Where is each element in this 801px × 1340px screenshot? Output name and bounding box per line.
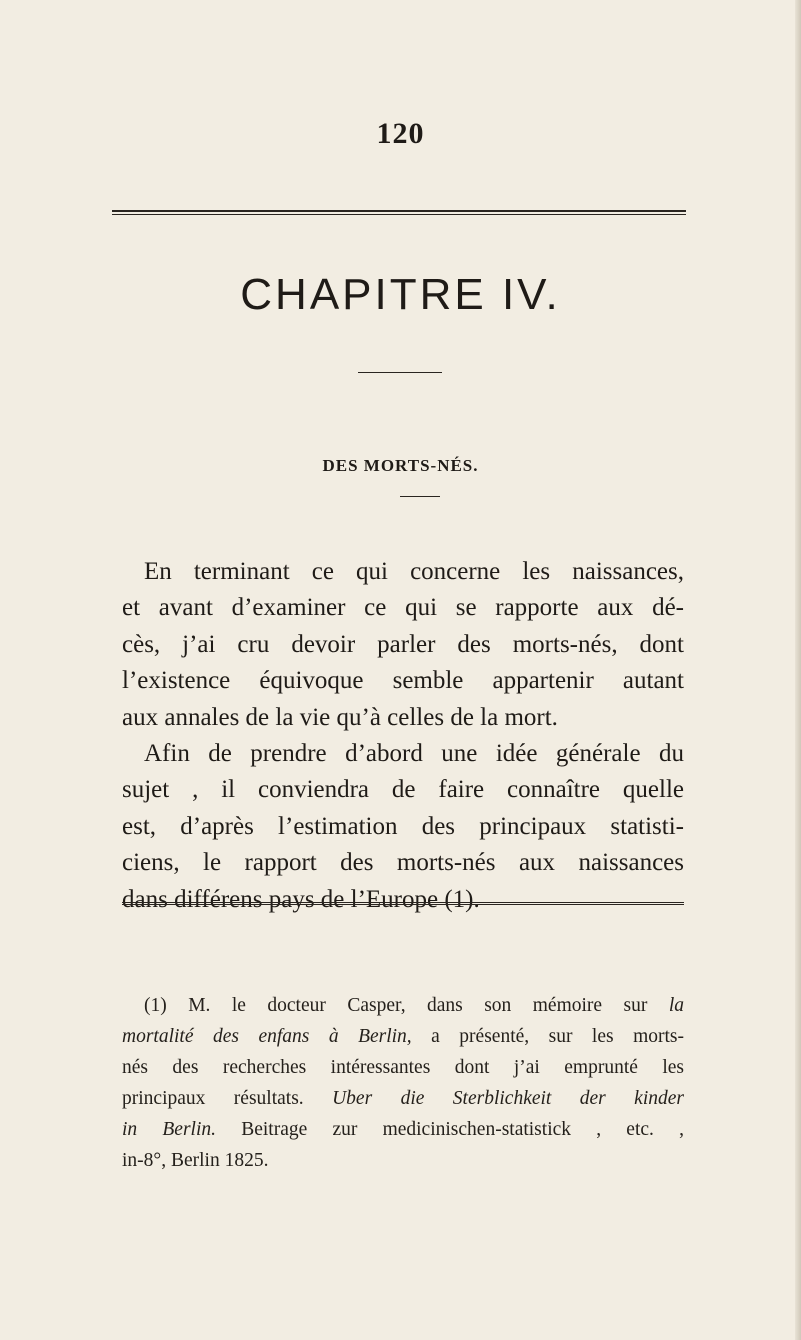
page-number: 120 <box>376 117 425 150</box>
footnote-rule <box>122 902 684 905</box>
footnote-italic-text: mortalité des enfans à Berlin, <box>122 1026 412 1047</box>
body-line: aux annales de la vie qu’à celles de la mort. <box>122 703 558 731</box>
footnote-line: in-8°, Berlin 1825. <box>122 1150 269 1171</box>
footnote-text: (1) M. le docteur Casper, dans son mémoire sur <box>144 995 669 1016</box>
body-line: Afin de prendre d’abord une idée générale du <box>144 740 684 768</box>
footnote-line: nés des recherches intéressantes dont j’ai emprunté les <box>122 1057 684 1078</box>
body-line: ciens, le rapport des morts-nés aux naissances <box>122 849 684 877</box>
footnote <box>122 990 684 1176</box>
footnote-text: Beitrage zur medicinischen-statistick , etc. , <box>216 1119 684 1140</box>
chapter-title: CHAPITRE IV. <box>240 270 561 319</box>
footnote-line <box>122 990 684 1021</box>
body-line: et avant d’examiner ce qui se rapporte aux dé- <box>122 594 684 622</box>
section-title: DES MORTS-NÉS. <box>322 456 479 475</box>
footnote-italic-text: la <box>668 995 684 1016</box>
footnote-text: principaux résultats. <box>122 1088 333 1109</box>
footnote-line <box>122 1021 684 1052</box>
footnote-line <box>122 1083 684 1114</box>
body-line: dans différens pays de l’Europe (1). <box>122 885 480 913</box>
footnote-line <box>122 1114 684 1145</box>
title-divider <box>358 372 442 373</box>
body-line: cès, j’ai cru devoir parler des morts-nés, dont <box>122 630 684 658</box>
body-line: sujet , il conviendra de faire connaître quelle <box>122 776 684 804</box>
footnote-text: a présenté, sur les morts- <box>411 1026 684 1047</box>
header-rule <box>112 210 686 215</box>
body-paragraphs <box>122 554 684 918</box>
page-edge <box>795 0 801 1340</box>
section-divider <box>400 496 440 497</box>
body-line: est, d’après l’estimation des principaux statisti- <box>122 812 684 840</box>
footnote-italic-text: in Berlin. <box>122 1119 216 1140</box>
footnote-italic-text: Uber die Sterblichkeit der kinder <box>332 1088 684 1109</box>
body-line: l’existence équivoque semble appartenir autant <box>122 667 684 695</box>
body-line: En terminant ce qui concerne les naissances, <box>144 558 684 585</box>
